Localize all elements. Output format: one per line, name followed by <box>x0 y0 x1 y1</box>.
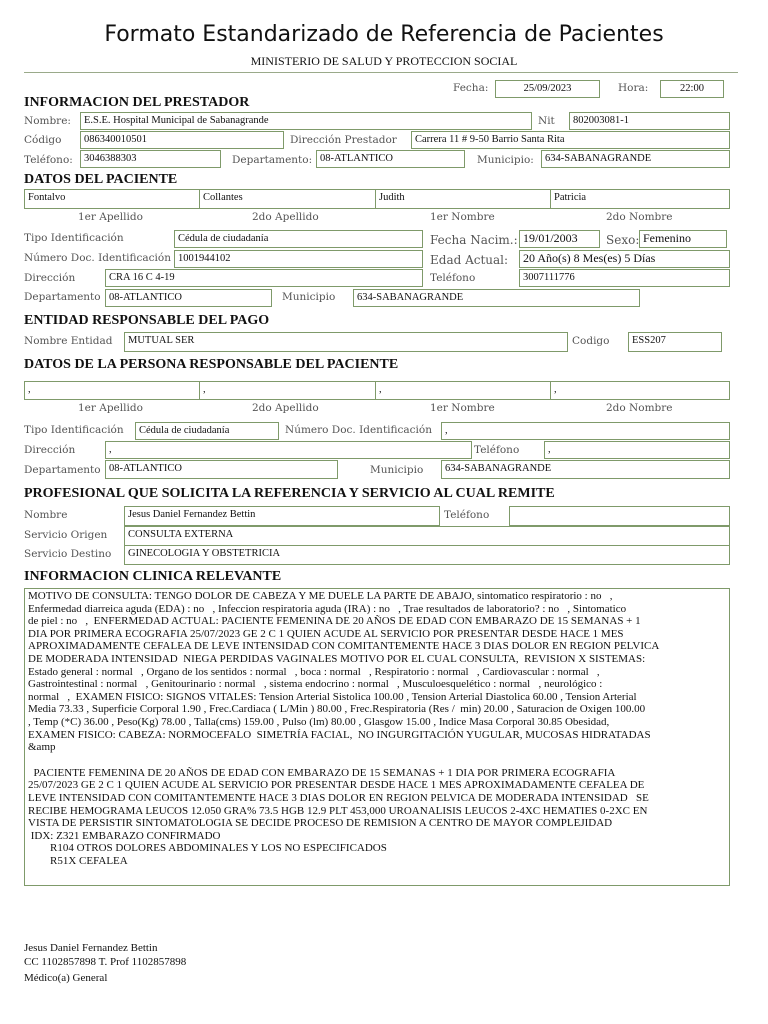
responsable-apellido1-field[interactable]: , <box>24 381 200 400</box>
clinical-paragraph-1: MOTIVO DE CONSULTA: TENGO DOLOR DE CABEZA Y ME DUELE LA PARTE DE ABAJO, sintomatico respiratorio : no , Enfermedad diarreica aguda (EDA) : no , Infeccion respiratoria aguda (IRA) : no , Trae resultados de laboratorio? : no , Sintomatico de piel : no , ENFERMEDAD ACTUAL: PACIENTE FEMENINA DE 20 AÑOS DE EDAD CON EMBARAZO DE 15 SEMANAS + 1 DIA POR PRIMERA ECOGRAFIA 25/07/2023 GE 2 C 1 QUIEN ACUDE AL SERVICIO POR PRESENTAR DESDE HACE 1 MES APROXIMADAMENTE CEFALEA DE LEVE INTENSIDAD CON COMITANTEMENTE HACE 3 DIAS DOLOR EN REGION PELVICA DE MODERADA INTENSIDAD NIEGA PERDIDAS VAGINALES MOTIVO POR EL CUAL CONSULTA, REVISION X SISTEMAS: Estado general : normal , Organo de los sentidos : normal , boca : normal , Respiratorio : normal , Cardiovascular : normal , Gastrointestinal : normal , Genitourinario : normal , sistema endocrino : normal , Musculoesquelético : normal , neurológico : normal , EXAMEN FISICO: SIGNOS VITALES: Tension Arterial Sistolica 100.00 , Tension Arterial Diastolica 60.00 , Tension Arterial Media 73.33 , Superficie Corporal 1.90 , Frec.Cardiaca ( L/Min ) 80.00 , Frec.Respiratoria (Res / min) 20.00 , Saturacion de Oxigen 100.00 , Temp (*C) 36.00 , Peso(Kg) 78.00 , Talla(cms) 159.00 , Pulso (lm) 80.00 , Glasgow 15.00 , Indice Masa Corporal 30.85 Obesidad, EXAMEN FISICO: CABEZA: NORMOCEFALO SIMETRÍA FACIAL, NO INGURGITACIÓN YUGULAR, MUCOSAS HIDRATADAS &amp <box>28 590 660 754</box>
clinical-paragraph-2: PACIENTE FEMENINA DE 20 AÑOS DE EDAD CON EMBARAZO DE 15 SEMANAS + 1 DIA POR PRIMERA ECOGRAFIA 25/07/2023 GE 2 C 1 QUIEN ACUDE AL SERVICIO POR PRESENTAR DESDE HACE 1 MES APROXIMADAMENTE CEFALEA DE LEVE INTENSIDAD CON COMITANTEMENTE HACE 3 DIAS DOLOR EN REGION PELVICA DE MODERADA INTENSIDAD SE RECIBE HEMOGRAMA LEUCOS 12.050 GRA% 73.5 HGB 12.9 PLT 453,000 UROANALISIS LEUCOS 2-4XC HEMATIES 0-2XC EN VISTA DE PERSISTIR SINTOMATOLOGIA SE DECIDE PROCESO DE REMISION A CENTRO DE MAYOR COMPLEJIDAD IDX: Z321 EMBARAZO CONFIRMADO R104 OTROS DOLORES ABDOMINALES Y LOS NO ESPECIFICADOS R51X CEFALEA <box>28 766 649 867</box>
paciente-tipo-id-label: Tipo Identificación <box>24 232 124 244</box>
responsable-apellido2-caption: 2do Apellido <box>252 402 319 414</box>
paciente-departamento-field[interactable]: 08-ATLANTICO <box>105 289 272 307</box>
ministry-name: MINISTERIO DE SALUD Y PROTECCION SOCIAL <box>250 54 518 68</box>
responsable-municipio-field[interactable]: 634-SABANAGRANDE <box>441 460 730 479</box>
prestador-nombre-field[interactable]: E.S.E. Hospital Municipal de Sabanagrande <box>80 112 532 130</box>
paciente-num-doc-field[interactable]: 1001944102 <box>174 250 423 268</box>
responsable-nombre1-field[interactable]: , <box>375 381 551 400</box>
prestador-telefono-field[interactable]: 3046388303 <box>80 150 221 168</box>
responsable-departamento-field[interactable]: 08-ATLANTICO <box>105 460 338 479</box>
paciente-apellido1-field[interactable]: Fontalvo <box>24 189 200 209</box>
prestador-heading: INFORMACION DEL PRESTADOR <box>24 95 250 110</box>
responsable-tipo-id-label: Tipo Identificación <box>24 424 124 436</box>
prestador-direccion-field[interactable]: Carrera 11 # 9-50 Barrio Santa Rita <box>411 131 730 149</box>
responsable-telefono-field[interactable]: , <box>544 441 730 459</box>
hora-label: Hora: <box>618 82 649 94</box>
paciente-tipo-id-field[interactable]: Cédula de ciudadanía <box>174 230 423 248</box>
paciente-apellido2-field[interactable]: Collantes <box>199 189 376 209</box>
paciente-edad-field[interactable]: 20 Año(s) 8 Mes(es) 5 Días <box>519 250 730 268</box>
servicio-origen-label: Servicio Origen <box>24 529 108 541</box>
servicio-destino-label: Servicio Destino <box>24 548 112 560</box>
paciente-nombre1-caption: 1er Nombre <box>430 211 495 223</box>
responsable-apellido1-caption: 1er Apellido <box>78 402 143 414</box>
responsable-departamento-label: Departamento <box>24 464 101 476</box>
profesional-heading: PROFESIONAL QUE SOLICITA LA REFERENCIA Y SERVICIO AL CUAL REMITE <box>24 486 555 501</box>
responsable-num-doc-label: Número Doc. Identificación <box>285 424 432 436</box>
paciente-direccion-field[interactable]: CRA 16 C 4-19 <box>105 269 423 287</box>
paciente-sexo-field[interactable]: Femenino <box>639 230 727 248</box>
signer-document: CC 1102857898 T. Prof 1102857898 <box>24 956 187 968</box>
profesional-telefono-label: Teléfono <box>444 509 490 521</box>
profesional-telefono-field[interactable] <box>509 506 730 526</box>
responsable-num-doc-field[interactable]: , <box>441 422 730 440</box>
prestador-municipio-label: Municipio: <box>477 154 534 166</box>
prestador-municipio-field[interactable]: 634-SABANAGRANDE <box>541 150 730 168</box>
prestador-telefono-label: Teléfono: <box>24 154 73 166</box>
prestador-nit-label: Nit <box>538 115 555 127</box>
profesional-nombre-label: Nombre <box>24 509 68 521</box>
entidad-nombre-field[interactable]: MUTUAL SER <box>124 332 568 352</box>
responsable-heading: DATOS DE LA PERSONA RESPONSABLE DEL PACIENTE <box>24 357 399 372</box>
responsable-nombre2-caption: 2do Nombre <box>606 402 673 414</box>
responsable-nombre1-caption: 1er Nombre <box>430 402 495 414</box>
paciente-direccion-label: Dirección <box>24 272 76 284</box>
servicio-origen-field[interactable]: CONSULTA EXTERNA <box>124 526 730 546</box>
profesional-nombre-field[interactable]: Jesus Daniel Fernandez Bettin <box>124 506 440 526</box>
paciente-municipio-label: Municipio <box>282 291 336 303</box>
clinica-heading: INFORMACION CLINICA RELEVANTE <box>24 569 282 584</box>
fecha-field[interactable]: 25/09/2023 <box>495 80 600 98</box>
signer-name: Jesus Daniel Fernandez Bettin <box>24 942 158 954</box>
clinical-info-textarea[interactable] <box>24 588 730 886</box>
prestador-departamento-field[interactable]: 08-ATLANTICO <box>316 150 465 168</box>
paciente-heading: DATOS DEL PACIENTE <box>24 172 178 187</box>
responsable-nombre2-field[interactable]: , <box>550 381 730 400</box>
prestador-departamento-label: Departamento: <box>232 154 313 166</box>
hora-field[interactable]: 22:00 <box>660 80 724 98</box>
form-title: Formato Estandarizado de Referencia de Pacientes <box>104 22 664 47</box>
paciente-nombre1-field[interactable]: Judith <box>375 189 551 209</box>
responsable-telefono-label: Teléfono <box>474 444 520 456</box>
responsable-direccion-field[interactable]: , <box>105 441 472 459</box>
entidad-codigo-field[interactable]: ESS207 <box>628 332 722 352</box>
paciente-nombre2-caption: 2do Nombre <box>606 211 673 223</box>
prestador-nit-field[interactable]: 802003081-1 <box>569 112 730 130</box>
entidad-codigo-label: Codigo <box>572 335 610 347</box>
paciente-nombre2-field[interactable]: Patricia <box>550 189 730 209</box>
prestador-codigo-label: Código <box>24 134 62 146</box>
servicio-destino-field[interactable]: GINECOLOGIA Y OBSTETRICIA <box>124 545 730 565</box>
responsable-municipio-label: Municipio <box>370 464 424 476</box>
header-divider <box>24 72 738 73</box>
signer-role: Médico(a) General <box>24 972 108 984</box>
paciente-telefono-field[interactable]: 3007111776 <box>519 269 730 287</box>
responsable-tipo-id-field[interactable]: Cédula de ciudadanía <box>135 422 279 440</box>
paciente-fecha-nac-field[interactable]: 19/01/2003 <box>519 230 600 248</box>
paciente-fecha-nac-label: Fecha Nacim.: <box>430 233 518 247</box>
paciente-apellido1-caption: 1er Apellido <box>78 211 143 223</box>
entidad-nombre-label: Nombre Entidad <box>24 335 113 347</box>
paciente-apellido2-caption: 2do Apellido <box>252 211 319 223</box>
responsable-direccion-label: Dirección <box>24 444 76 456</box>
prestador-direccion-label: Dirección Prestador <box>290 134 397 146</box>
entidad-heading: ENTIDAD RESPONSABLE DEL PAGO <box>24 313 270 328</box>
responsable-apellido2-field[interactable]: , <box>199 381 376 400</box>
paciente-municipio-field[interactable]: 634-SABANAGRANDE <box>353 289 640 307</box>
prestador-codigo-field[interactable]: 086340010501 <box>80 131 284 149</box>
paciente-num-doc-label: Número Doc. Identificación <box>24 252 171 264</box>
paciente-edad-label: Edad Actual: <box>430 253 509 267</box>
paciente-departamento-label: Departamento <box>24 291 101 303</box>
fecha-label: Fecha: <box>453 82 489 94</box>
prestador-nombre-label: Nombre: <box>24 115 71 127</box>
paciente-telefono-label: Teléfono <box>430 272 476 284</box>
paciente-sexo-label: Sexo: <box>606 233 640 247</box>
